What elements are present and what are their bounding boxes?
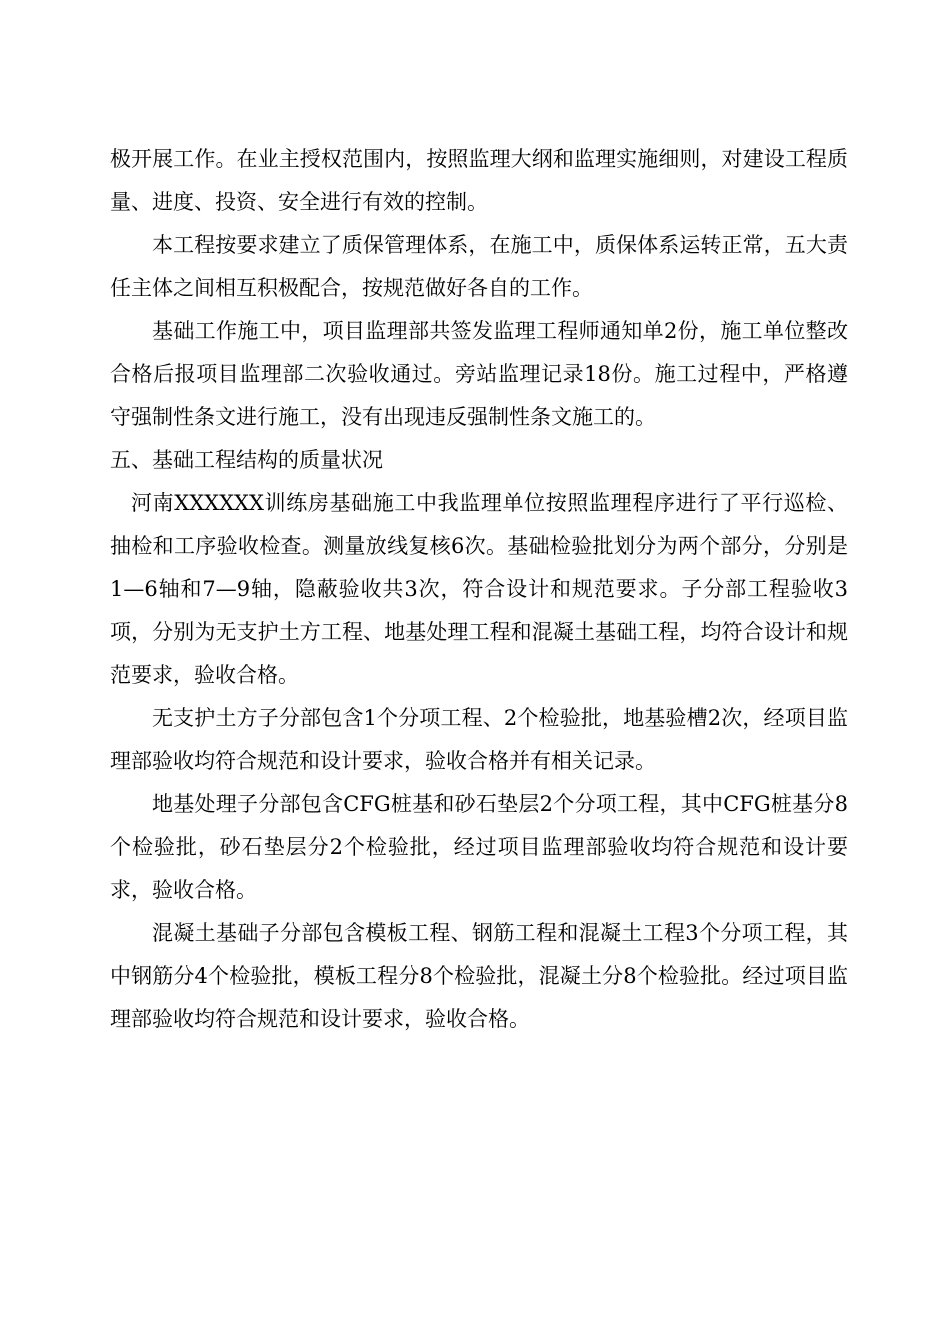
paragraph-quality-system: 本工程按要求建立了质保管理体系，在施工中，质保体系运转正常，五大责任主体之间相互积极配合，按规范做好各自的工作。 bbox=[110, 233, 848, 300]
paragraph-concrete-foundation: 混凝土基础子分部包含模板工程、钢筋工程和混凝土工程3个分项工程，其中钢筋分4个检验批，模板工程分8个检验批，混凝土分8个检验批。经过项目监理部验收均符合规范和设计要求，验收合格。 bbox=[110, 921, 848, 1031]
paragraph-foundation-inspection: 河南XXXXXX训练房基础施工中我监理单位按照监理程序进行了平行巡检、抽检和工序验收检查。测量放线复核6次。基础检验批划分为两个部分，分别是1—6轴和7—9轴，隐蔽验收共3次，符合设计和规范要求。子分部工程验收3项，分别为无支护土方工程、地基处理工程和混凝土基础工程，均符合设计和规范要求，验收合格。 bbox=[110, 491, 848, 687]
paragraph-earthwork: 无支护土方子分部包含1个分项工程、2个检验批，地基验槽2次，经项目监理部验收均符合规范和设计要求，验收合格并有相关记录。 bbox=[110, 706, 848, 773]
section-heading-foundation-quality: 五、基础工程结构的质量状况 bbox=[110, 448, 383, 472]
document-body bbox=[110, 138, 848, 1041]
paragraph-ground-treatment: 地基处理子分部包含CFG桩基和砂石垫层2个分项工程，其中CFG桩基分8个检验批，砂石垫层分2个检验批，经过项目监理部验收均符合规范和设计要求，验收合格。 bbox=[110, 792, 848, 902]
paragraph-supervision-notices: 基础工作施工中，项目监理部共签发监理工程师通知单2份，施工单位整改合格后报项目监理部二次验收通过。旁站监理记录18份。施工过程中，严格遵守强制性条文进行施工，没有出现违反强制性条文施工的。 bbox=[110, 319, 848, 429]
paragraph-continued-control: 极开展工作。在业主授权范围内，按照监理大纲和监理实施细则，对建设工程质量、进度、投资、安全进行有效的控制。 bbox=[110, 147, 848, 214]
